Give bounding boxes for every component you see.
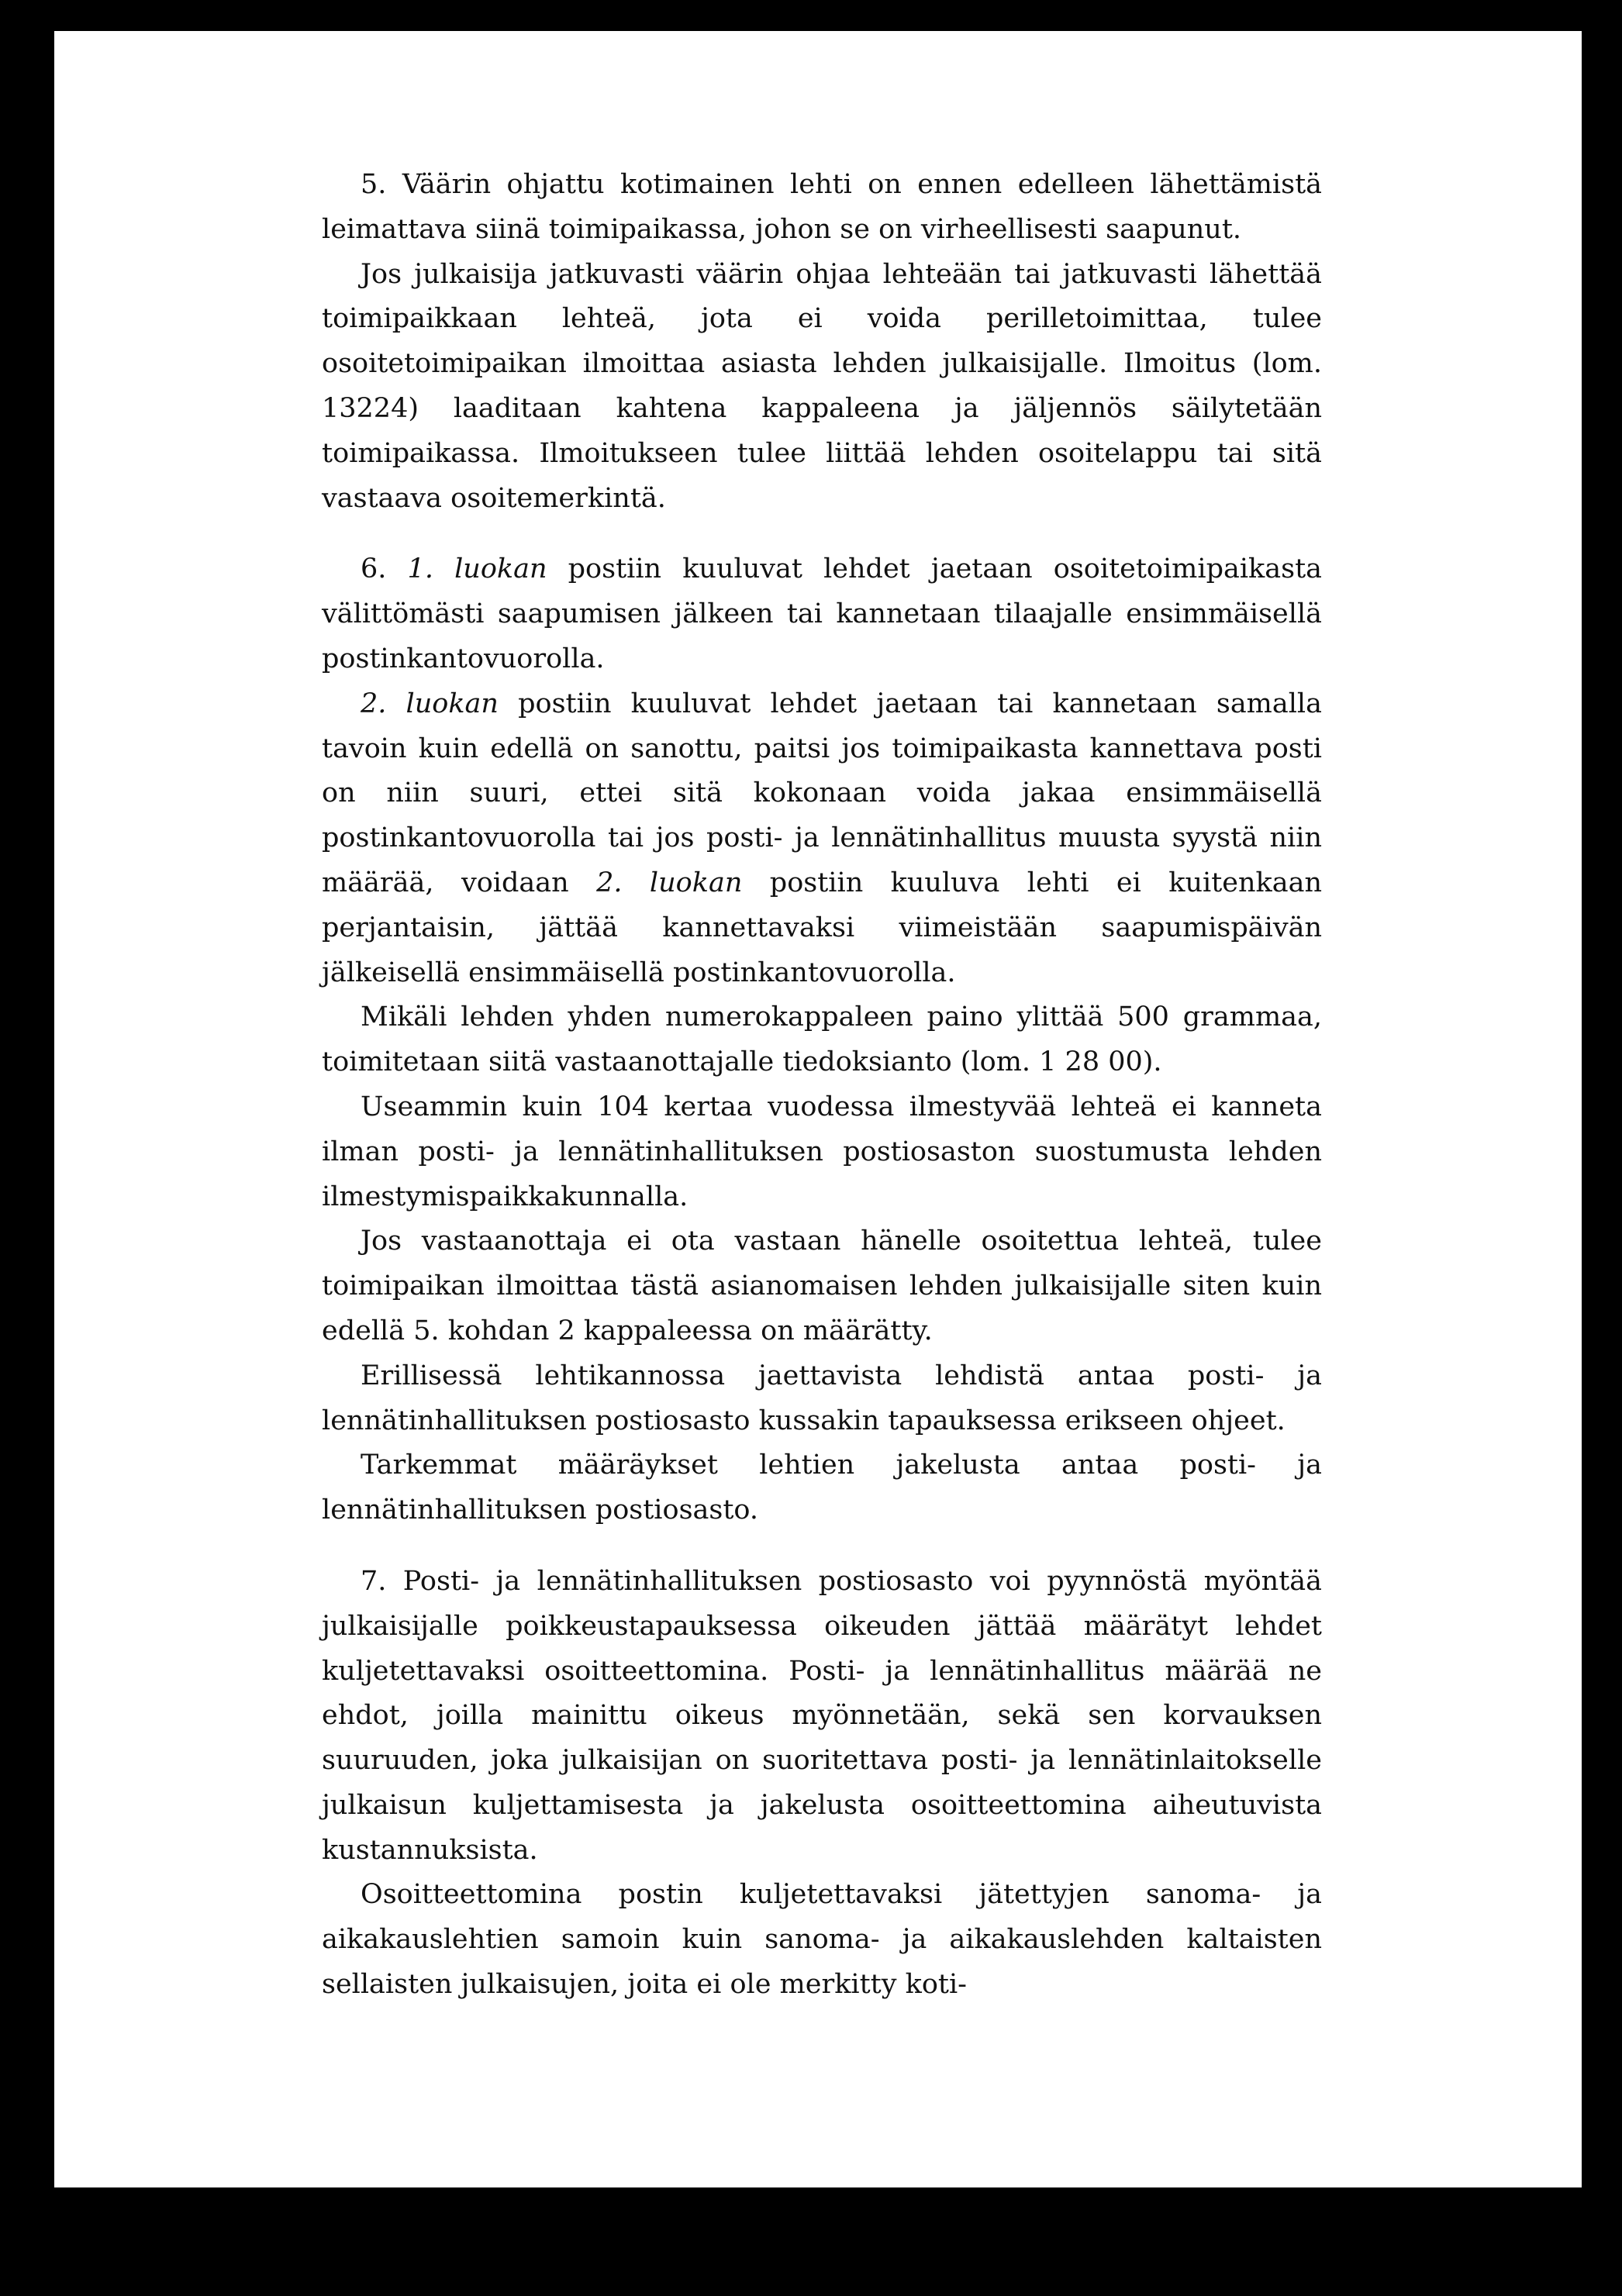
- paragraph: [322, 995, 1322, 1085]
- paragraph: [322, 1354, 1322, 1444]
- paragraph: [322, 253, 1322, 522]
- paragraph-text: Tarkemmat määräykset lehtien jakelusta antaa posti- ja lennätinhallituksen postiosasto.: [322, 1450, 1322, 1526]
- paragraph-text: postiin kuuluvat lehdet jaetaan tai kannetaan samalla tavoin kuin edellä on sanottu, paitsi jos toimipaikasta kannettava posti on niin suuri, ettei sitä kokonaan voida jakaa ensimmäisellä postinkantovuorolla tai jos posti- ja lennätinhallitus muusta syystä niin määrää, voidaan: [322, 688, 1322, 898]
- paragraph: [322, 1219, 1322, 1353]
- paragraph-text: Erillisessä lehtikannossa jaettavista lehdistä antaa posti- ja lennätinhallituksen postiosasto kussakin tapauksessa erikseen ohjeet.: [322, 1360, 1322, 1436]
- paragraph: [322, 163, 1322, 253]
- italic-term: 2. luokan: [361, 688, 499, 719]
- italic-term: 1. luokan: [407, 553, 547, 585]
- paragraph-text: 6.: [361, 553, 408, 585]
- paragraph-text: postiin kuuluvat lehdet jaetaan osoitetoimipaikasta välittömästi saapumisen jälkeen tai kannetaan tilaajalle ensimmäisellä postinkantovuorolla.: [322, 553, 1322, 674]
- paragraph-text: Jos julkaisija jatkuvasti väärin ohjaa lehteään tai jatkuvasti lähettää toimipaikkaan lehteä, jota ei voida perilletoimittaa, tulee osoitetoimipaikan ilmoittaa asiasta lehden julkaisijalle. Ilmoitus (lom. 13224) laaditaan kahtena kappaleena ja jäljennös säilytetään toimipaikassa. Ilmoitukseen tulee liittää lehden osoitelappu tai sitä vastaava osoitemerkintä.: [322, 258, 1322, 514]
- paragraph-text: postiin kuuluva lehti ei kuitenkaan perjantaisin, jättää kannettavaksi viimeistään saapumispäivän jälkeisellä ensimmäisellä postinkantovuorolla.: [322, 867, 1323, 988]
- paragraph: [322, 682, 1322, 996]
- scanned-page: [54, 31, 1582, 2187]
- body-text: [322, 163, 1322, 2008]
- italic-term: 2. luokan: [596, 867, 743, 898]
- paragraph: [322, 1873, 1322, 2007]
- paragraph: [322, 547, 1322, 681]
- paragraph-text: Jos vastaanottaja ei ota vastaan hänelle osoitettua lehteä, tulee toimipaikan ilmoittaa tästä asianomaisen lehden julkaisijalle siten kuin edellä 5. kohdan 2 kappaleessa on määrätty.: [322, 1226, 1322, 1346]
- paragraph-text: 5. Väärin ohjattu kotimainen lehti on ennen edelleen lähettämistä leimattava siinä toimipaikassa, johon se on virheellisesti saapunut.: [322, 169, 1322, 245]
- paragraph: [322, 1443, 1322, 1533]
- paragraph-text: Useammin kuin 104 kertaa vuodessa ilmestyvää lehteä ei kanneta ilman posti- ja lennätinhallituksen postiosaston suostumusta lehden ilmestymispaikkakunnalla.: [322, 1091, 1322, 1212]
- paragraph: [322, 1085, 1322, 1219]
- paragraph-text: 7. Posti- ja lennätinhallituksen postiosasto voi pyynnöstä myöntää julkaisijalle poikkeustapauksessa oikeuden jättää määrätyt lehdet kuljetettavaksi osoitteettomina. Posti- ja lennätinhallitus määrää ne ehdot, joilla mainittu oikeus myönnetään, sekä sen korvauksen suuruuden, joka julkaisijan on suoritettava posti- ja lennätinlaitokselle julkaisun kuljettamisesta ja jakelusta osoitteettomina aiheutuvista kustannuksista.: [322, 1565, 1322, 1866]
- paragraph-text: Osoitteettomina postin kuljetettavaksi jätettyjen sanoma- ja aikakauslehtien samoin kuin sanoma- ja aikakauslehden kaltaisten sellaisten julkaisujen, joita ei ole merkitty koti-: [322, 1879, 1322, 2001]
- paragraph: [322, 1560, 1322, 1874]
- paragraph-text: Mikäli lehden yhden numerokappaleen paino ylittää 500 grammaa, toimitetaan siitä vastaanottajalle tiedoksianto (lom. 1 28 00).: [322, 1001, 1322, 1078]
